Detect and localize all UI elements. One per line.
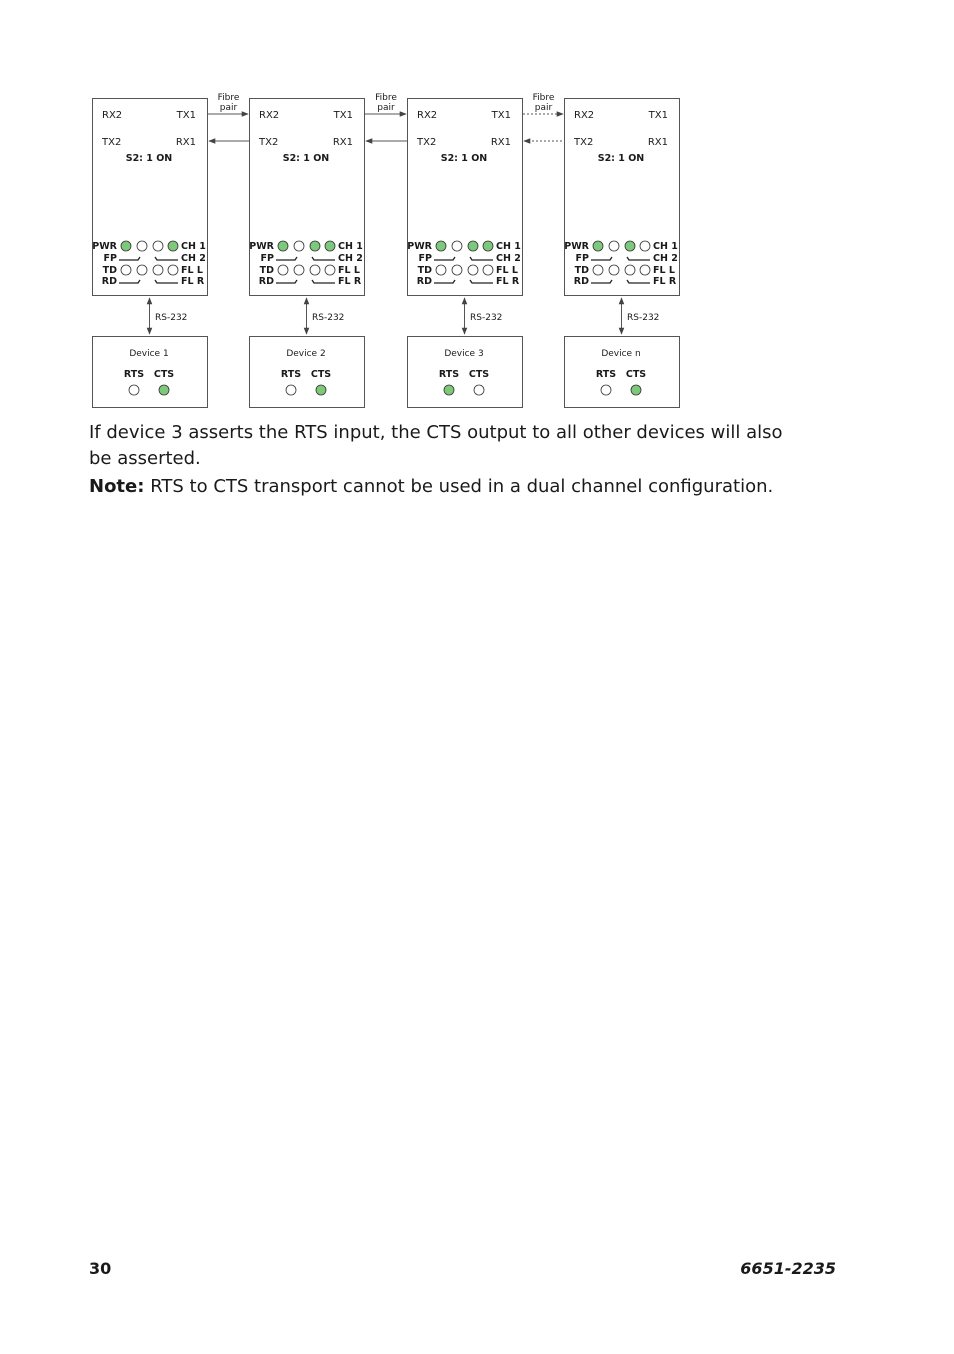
port-tx2-label: TX2 <box>417 137 437 148</box>
cts-label: CTS <box>625 369 647 380</box>
led-label-fl-r: FL R <box>181 276 205 287</box>
status-led <box>625 265 635 275</box>
port-tx1-label: TX1 <box>648 110 668 121</box>
switch-setting-label: S2: 1 ON <box>440 153 488 164</box>
led-label-pwr: PWR <box>249 241 274 252</box>
led-label-rd: RD <box>573 276 589 287</box>
body-paragraph: If device 3 asserts the RTS input, the CTS output to all other devices will also be asserted. <box>89 422 783 469</box>
port-rx2-label: RX2 <box>417 110 438 121</box>
note-body: RTS to CTS transport cannot be used in a dual channel configuration. <box>150 476 774 497</box>
port-rx1-label: RX1 <box>175 137 196 148</box>
device-box <box>408 337 523 408</box>
status-led <box>310 241 320 251</box>
status-led <box>452 241 462 251</box>
status-led <box>452 265 462 275</box>
converter-unit-1 <box>92 99 207 408</box>
note-paragraph <box>89 474 789 500</box>
led-label-fl-l: FL L <box>496 265 518 276</box>
status-led <box>121 265 131 275</box>
device-box <box>93 337 208 408</box>
device-name: Device 1 <box>129 349 169 359</box>
rs232-label: RS-232 <box>155 313 188 323</box>
status-led <box>325 241 335 251</box>
status-led <box>593 241 603 251</box>
converter-unit-2 <box>249 99 364 408</box>
led-label-td: TD <box>574 265 589 276</box>
status-led <box>640 241 650 251</box>
led-label-ch-1: CH 1 <box>496 241 521 252</box>
rs232-label: RS-232 <box>627 313 660 323</box>
converter-unit-3 <box>407 99 522 408</box>
fibre-link-1 <box>208 93 249 141</box>
device-name: Device n <box>601 349 641 359</box>
status-led <box>468 265 478 275</box>
switch-setting-label: S2: 1 ON <box>282 153 330 164</box>
status-led <box>278 241 288 251</box>
led-label-fp: FP <box>260 253 274 264</box>
led-label-rd: RD <box>258 276 274 287</box>
led-label-td: TD <box>102 265 117 276</box>
status-led <box>168 241 178 251</box>
led-label-fl-l: FL L <box>653 265 675 276</box>
led-label-pwr: PWR <box>564 241 589 252</box>
status-led <box>168 265 178 275</box>
led-label-ch-2: CH 2 <box>181 253 206 264</box>
fibre-label-pair: pair <box>219 103 238 113</box>
led-label-fp: FP <box>103 253 117 264</box>
cts-led <box>631 385 641 395</box>
status-led <box>468 241 478 251</box>
fibre-label: Fibre <box>532 93 555 103</box>
device-name: Device 2 <box>286 349 326 359</box>
rs232-label: RS-232 <box>312 313 345 323</box>
status-led <box>294 265 304 275</box>
status-led <box>153 265 163 275</box>
rts-label: RTS <box>438 369 460 380</box>
status-led <box>483 241 493 251</box>
status-led <box>137 265 147 275</box>
switch-setting-label: S2: 1 ON <box>125 153 173 164</box>
status-led <box>625 241 635 251</box>
rts-led <box>129 385 139 395</box>
network-diagram <box>0 0 954 420</box>
cts-led <box>474 385 484 395</box>
led-label-td: TD <box>417 265 432 276</box>
port-rx2-label: RX2 <box>574 110 595 121</box>
status-led <box>278 265 288 275</box>
port-rx1-label: RX1 <box>332 137 353 148</box>
cts-led <box>159 385 169 395</box>
fibre-link-3 <box>523 93 564 141</box>
port-tx2-label: TX2 <box>574 137 594 148</box>
led-label-ch-1: CH 1 <box>338 241 363 252</box>
status-led <box>325 265 335 275</box>
cts-label: CTS <box>153 369 175 380</box>
device-name: Device 3 <box>444 349 484 359</box>
switch-setting-label: S2: 1 ON <box>597 153 645 164</box>
status-led <box>137 241 147 251</box>
rts-label: RTS <box>280 369 302 380</box>
status-led <box>153 241 163 251</box>
led-label-rd: RD <box>101 276 117 287</box>
status-led <box>121 241 131 251</box>
status-led <box>483 265 493 275</box>
fibre-label: Fibre <box>375 93 397 103</box>
led-label-pwr: PWR <box>407 241 432 252</box>
converter-unit-4 <box>564 99 679 408</box>
document-number: 6651-2235 <box>740 1259 836 1278</box>
rts-led <box>286 385 296 395</box>
cts-led <box>316 385 326 395</box>
led-label-fl-r: FL R <box>653 276 677 287</box>
status-led <box>436 265 446 275</box>
cts-label: CTS <box>310 369 332 380</box>
led-label-ch-2: CH 2 <box>338 253 363 264</box>
device-box <box>565 337 680 408</box>
led-label-ch-1: CH 1 <box>181 241 206 252</box>
port-tx1-label: TX1 <box>333 110 353 121</box>
rts-led <box>601 385 611 395</box>
port-tx1-label: TX1 <box>176 110 196 121</box>
led-label-ch-1: CH 1 <box>653 241 678 252</box>
port-rx1-label: RX1 <box>647 137 668 148</box>
led-label-fl-r: FL R <box>338 276 362 287</box>
rts-label: RTS <box>595 369 617 380</box>
status-led <box>609 241 619 251</box>
page-number: 30 <box>89 1259 112 1278</box>
led-label-td: TD <box>259 265 274 276</box>
rs232-label: RS-232 <box>470 313 503 323</box>
status-led <box>294 241 304 251</box>
fibre-label-pair: pair <box>377 103 395 113</box>
cts-label: CTS <box>468 369 490 380</box>
fibre-link-2 <box>365 93 407 141</box>
port-tx2-label: TX2 <box>259 137 279 148</box>
status-led <box>640 265 650 275</box>
status-led <box>609 265 619 275</box>
port-tx1-label: TX1 <box>491 110 511 121</box>
led-label-rd: RD <box>416 276 432 287</box>
device-box <box>250 337 365 408</box>
led-label-fl-r: FL R <box>496 276 520 287</box>
led-label-fp: FP <box>575 253 589 264</box>
port-rx1-label: RX1 <box>490 137 511 148</box>
led-label-ch-2: CH 2 <box>496 253 521 264</box>
status-led <box>593 265 603 275</box>
fibre-label: Fibre <box>217 93 240 103</box>
port-tx2-label: TX2 <box>102 137 122 148</box>
note-label: Note: <box>89 476 145 497</box>
status-led <box>310 265 320 275</box>
port-rx2-label: RX2 <box>259 110 280 121</box>
rts-label: RTS <box>123 369 145 380</box>
led-label-fp: FP <box>418 253 432 264</box>
fibre-label-pair: pair <box>534 103 553 113</box>
port-rx2-label: RX2 <box>102 110 123 121</box>
led-label-pwr: PWR <box>92 241 117 252</box>
led-label-fl-l: FL L <box>338 265 360 276</box>
led-label-fl-l: FL L <box>181 265 203 276</box>
rts-led <box>444 385 454 395</box>
status-led <box>436 241 446 251</box>
led-label-ch-2: CH 2 <box>653 253 678 264</box>
